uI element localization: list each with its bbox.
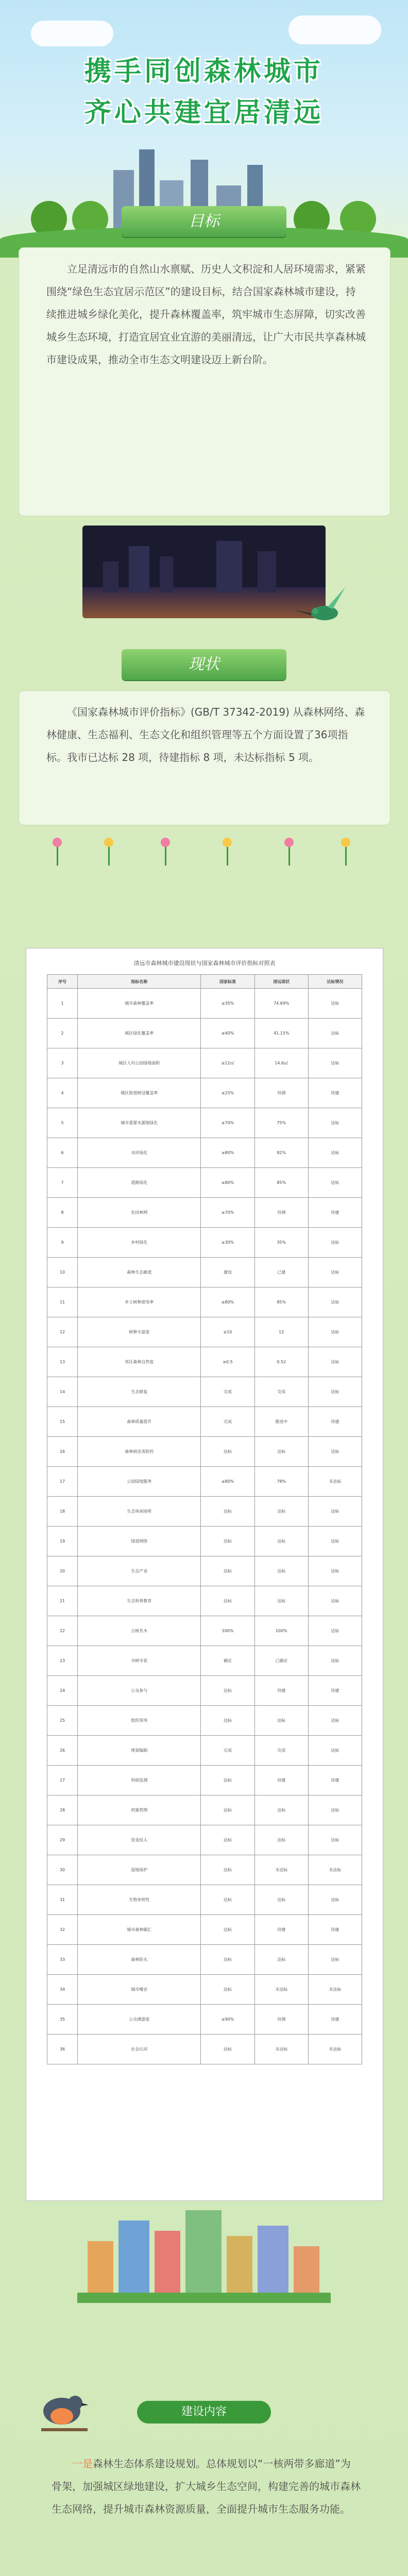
table-row (47, 1287, 362, 1317)
table-cell: 41.15% (254, 1019, 308, 1048)
table-cell: 城市重要水源地绿化 (78, 1108, 201, 1138)
table-cell: 达标 (308, 1736, 362, 1766)
table-header: 达标情况 (308, 975, 362, 989)
table-cell: 生态科普教育 (78, 1586, 201, 1616)
table-cell: 城区绿化覆盖率 (78, 1019, 201, 1048)
table-cell: 达标 (308, 1019, 362, 1048)
table-row (47, 1945, 362, 1975)
table-cell: ≥70% (201, 1108, 254, 1138)
city-skyline (0, 149, 408, 258)
table-cell: 森林防火 (78, 1945, 201, 1975)
suggest-item (52, 2452, 361, 2520)
table-cell: 13 (47, 1347, 78, 1377)
table-cell: 树种丰富度 (78, 1317, 201, 1347)
table-cell: 78% (254, 1467, 308, 1497)
table-row (47, 1885, 362, 1915)
table-cell: 未达标 (254, 1855, 308, 1885)
table-cell: 达标 (254, 1586, 308, 1616)
table-cell: 29 (47, 1825, 78, 1855)
table-cell: 组织领导 (78, 1706, 201, 1736)
table-cell: 乡土树种使用率 (78, 1287, 201, 1317)
table-cell: 24 (47, 1676, 78, 1706)
table-cell: 75% (254, 1108, 308, 1138)
table-cell: 35 (47, 2005, 78, 2035)
table-cell: ≥12㎡ (201, 1048, 254, 1078)
table-cell: 待建 (254, 1676, 308, 1706)
table-cell: 33 (47, 1945, 78, 1975)
table-cell: 达标 (201, 1676, 254, 1706)
table-cell: 道路绿化 (78, 1168, 201, 1198)
table-row (47, 1497, 362, 1527)
table-cell: 6 (47, 1138, 78, 1168)
indicator-table-document (26, 948, 383, 2201)
table-cell: 完成 (254, 1377, 308, 1407)
table-cell: 待建 (308, 1198, 362, 1228)
table-row (47, 1795, 362, 1825)
table-cell: ≥80% (201, 1168, 254, 1198)
table-cell: ≥80% (201, 1467, 254, 1497)
table-cell: 23 (47, 1646, 78, 1676)
table-row (47, 1855, 362, 1885)
table-cell: 待建 (308, 1676, 362, 1706)
hummingbird-icon (288, 582, 350, 634)
flower-decoration (46, 835, 362, 866)
table-cell: 4 (47, 1078, 78, 1108)
table-cell: 15 (47, 1407, 78, 1437)
table-cell: ≥80% (201, 1287, 254, 1317)
table-cell: 100% (201, 1616, 254, 1646)
table-cell: 达标 (201, 1556, 254, 1586)
table-cell: 达标 (308, 1138, 362, 1168)
table-cell: 待建 (308, 1766, 362, 1795)
table-cell: 公众满意度 (78, 2005, 201, 2035)
table-cell: 达标 (201, 1855, 254, 1885)
table-cell: 达标 (201, 1825, 254, 1855)
table-cell: 达标 (254, 1437, 308, 1467)
table-cell: 达标 (201, 1586, 254, 1616)
table-cell: 达标 (254, 1945, 308, 1975)
table-cell: 达标 (201, 1975, 254, 2005)
table-cell: 达标 (308, 1317, 362, 1347)
table-cell: 2 (47, 1019, 78, 1048)
table-header: 指标名称 (78, 975, 201, 989)
table-row (47, 1048, 362, 1078)
table-cell: 生物多样性 (78, 1885, 201, 1915)
table-cell: 74.69% (254, 989, 308, 1019)
table-cell: 森林生态廊道 (78, 1258, 201, 1287)
table-cell: 达标 (308, 1228, 362, 1258)
table-cell: 乡村绿化 (78, 1228, 201, 1258)
suggest-item-number: 一是 (72, 2458, 93, 2470)
table-cell: 规划编制 (78, 1736, 201, 1766)
table-cell: 35% (254, 1228, 308, 1258)
table-cell: 城市噪音 (78, 1975, 201, 2005)
table-cell: 未达标 (308, 2035, 362, 2064)
table-cell: 水岸绿化 (78, 1138, 201, 1168)
table-cell: 待测 (254, 1198, 308, 1228)
table-cell: 城区街道树冠覆盖率 (78, 1078, 201, 1108)
table-cell: 14 (47, 1377, 78, 1407)
table-cell: 绿道网络 (78, 1527, 201, 1556)
table-row (47, 1437, 362, 1467)
table-cell: 达标 (201, 1945, 254, 1975)
table-cell: 湿地保护 (78, 1855, 201, 1885)
table-cell: 9 (47, 1228, 78, 1258)
table-cell: 达标 (308, 1048, 362, 1078)
table-cell: 1 (47, 989, 78, 1019)
table-cell: 达标 (201, 2035, 254, 2064)
table-cell: 达标 (201, 1915, 254, 1945)
table-header: 国家标准 (201, 975, 254, 989)
table-cell: 农田林网 (78, 1198, 201, 1228)
table-cell: 36 (47, 2035, 78, 2064)
table-cell: 达标 (308, 1377, 362, 1407)
table-cell: 8 (47, 1198, 78, 1228)
table-cell: 18 (47, 1497, 78, 1527)
table-row (47, 1228, 362, 1258)
table-row (47, 1078, 362, 1108)
table-cell: 达标 (254, 1795, 308, 1825)
table-cell: 达标 (201, 1706, 254, 1736)
table-row (47, 1915, 362, 1945)
table-cell: 达标 (308, 1527, 362, 1556)
table-header: 清远现状 (254, 975, 308, 989)
table-cell: 达标 (308, 1586, 362, 1616)
table-cell: 7 (47, 1168, 78, 1198)
table-cell: 待建 (308, 2005, 362, 2035)
table-cell: ≥35% (201, 989, 254, 1019)
table-cell: 10 (47, 1258, 78, 1287)
table-cell: 未达标 (254, 1975, 308, 2005)
hero-title-line2: 齐心共建宜居清远 (84, 97, 324, 128)
goal-text: 立足清远市的自然山水禀赋、历史人文积淀和人居环境需求，紧紧围绕“绿色生态宜居示范区”的建设目标，结合国家森林城市建设，持续推进城乡绿化美化，提升森林覆盖率，筑牢城市生态屏障，切实改善城乡生态环境，打造宜居宜业宜游的美丽清远，让广大市民共享森林城市建设成果，推动全市生态文明建设迈上新台阶。 (46, 263, 366, 366)
table-row (47, 1108, 362, 1138)
table-cell: 生态休闲场所 (78, 1497, 201, 1527)
document-title: 清远市森林城市建设现状与国家森林城市评价指标对照表 (133, 960, 276, 967)
table-row (47, 2035, 362, 2064)
table-cell: 达标 (201, 1527, 254, 1556)
table-cell: 达标 (308, 1616, 362, 1646)
table-row (47, 1825, 362, 1855)
table-cell: 科研监测 (78, 1766, 201, 1795)
table-cell: 25 (47, 1706, 78, 1736)
table-cell: 16 (47, 1437, 78, 1467)
table-cell: 27 (47, 1766, 78, 1795)
table-cell: 市树市花 (78, 1646, 201, 1676)
table-cell: 3 (47, 1048, 78, 1078)
table-row (47, 1556, 362, 1586)
table-cell: 未达标 (308, 1467, 362, 1497)
table-cell: 达标 (308, 1646, 362, 1676)
table-cell: 20 (47, 1556, 78, 1586)
table-cell: 城市森林覆盖率 (78, 989, 201, 1019)
table-cell: 社会认同 (78, 2035, 201, 2064)
table-cell: 达标 (254, 1825, 308, 1855)
robin-bird-icon (31, 2380, 93, 2437)
table-row (47, 1317, 362, 1347)
table-cell: 郊区森林自然度 (78, 1347, 201, 1377)
table-row (47, 1766, 362, 1795)
table-cell: 待建 (308, 1407, 362, 1437)
cloud-decoration (288, 15, 381, 44)
table-row (47, 1975, 362, 2005)
table-cell: 森林病虫害防控 (78, 1437, 201, 1467)
table-cell: 11 (47, 1287, 78, 1317)
table-cell: 5 (47, 1108, 78, 1138)
table-cell: 完成 (201, 1377, 254, 1407)
table-cell: 待建 (308, 1078, 362, 1108)
table-cell: 达标 (308, 1108, 362, 1138)
table-row (47, 1168, 362, 1198)
indicator-table (47, 974, 362, 2064)
table-cell: 达标 (308, 1556, 362, 1586)
table-cell: ≥70% (201, 1198, 254, 1228)
table-cell: 未达标 (308, 1855, 362, 1885)
table-row (47, 1258, 362, 1287)
section-title-goal: 目标 (122, 206, 286, 237)
table-cell: 12 (47, 1317, 78, 1347)
table-row (47, 1019, 362, 1048)
table-cell: 公园绿地服务 (78, 1467, 201, 1497)
city-illustration (77, 2200, 331, 2303)
table-cell: 82% (254, 1138, 308, 1168)
status-text: 《国家森林城市评价指标》(GB/T 37342-2019) 从森林网络、森林健康、生态福利、生态文化和组织管理等五个方面设置了36项指标。我市已达标 28 项，待建指标 8 项，未达标指标 5 项。 (46, 706, 365, 764)
section-title-status: 现状 (122, 649, 286, 680)
hero-title-line1: 携手同创森林城市 (84, 56, 324, 87)
table-cell: 城市森林碳汇 (78, 1915, 201, 1945)
table-cell: ≥25% (201, 1078, 254, 1108)
table-cell: 待测 (254, 2005, 308, 2035)
table-cell: 达标 (308, 1287, 362, 1317)
table-cell: 城区人均公园绿地面积 (78, 1048, 201, 1078)
table-cell: 推进中 (254, 1407, 308, 1437)
table-cell: 14.6㎡ (254, 1048, 308, 1078)
table-cell: 已确定 (254, 1646, 308, 1676)
table-cell: 档案管理 (78, 1795, 201, 1825)
table-cell: 100% (254, 1616, 308, 1646)
table-cell: 12 (254, 1317, 308, 1347)
table-cell: 达标 (308, 1885, 362, 1915)
table-cell: 完成 (201, 1407, 254, 1437)
table-cell: 达标 (308, 1437, 362, 1467)
table-cell: 未达标 (254, 2035, 308, 2064)
table-row (47, 1586, 362, 1616)
table-cell: 已建 (254, 1258, 308, 1287)
table-cell: 达标 (308, 1795, 362, 1825)
table-cell: ≥80% (201, 1138, 254, 1168)
table-cell: 21 (47, 1586, 78, 1616)
table-cell: 0.52 (254, 1347, 308, 1377)
table-row (47, 1527, 362, 1556)
table-cell: 古树名木 (78, 1616, 201, 1646)
table-cell: 达标 (201, 1795, 254, 1825)
table-cell: 确定 (201, 1646, 254, 1676)
table-cell: ≥10 (201, 1317, 254, 1347)
table-cell: 30 (47, 1855, 78, 1885)
table-cell: 达标 (254, 1527, 308, 1556)
table-cell: 达标 (308, 1497, 362, 1527)
table-cell: 达标 (201, 1766, 254, 1795)
table-row (47, 1736, 362, 1766)
table-cell: 达标 (201, 1437, 254, 1467)
table-cell: 达标 (201, 1497, 254, 1527)
table-row (47, 1676, 362, 1706)
table-header: 序号 (47, 975, 78, 989)
table-cell: 待建 (308, 1915, 362, 1945)
table-cell: ≥30% (201, 1228, 254, 1258)
table-row (47, 1377, 362, 1407)
table-cell: 达标 (308, 989, 362, 1019)
cloud-decoration (31, 21, 113, 46)
table-cell: 达标 (254, 1497, 308, 1527)
table-cell: 达标 (308, 1706, 362, 1736)
table-row (47, 2005, 362, 2035)
table-cell: 32 (47, 1915, 78, 1945)
suggest-item-text: 森林生态体系建设规划。总体规划以“一核两带多廊道”为骨架，加强城区绿地建设，扩大城乡生态空间，构建完善的城市森林生态网络，提升城市森林资源质量，全面提升城市生态服务功能。 (52, 2458, 361, 2515)
table-row (47, 989, 362, 1019)
table-cell: 完成 (201, 1736, 254, 1766)
table-cell: 建设 (201, 1258, 254, 1287)
table-cell: 未达标 (308, 1975, 362, 2005)
table-cell: 22 (47, 1616, 78, 1646)
table-cell: 生态产业 (78, 1556, 201, 1586)
table-cell: 待建 (254, 1766, 308, 1795)
table-row (47, 1467, 362, 1497)
table-cell: 森林质量提升 (78, 1407, 201, 1437)
table-cell: 达标 (201, 1885, 254, 1915)
table-cell: 达标 (254, 1706, 308, 1736)
table-cell: 28 (47, 1795, 78, 1825)
table-cell: ≥0.5 (201, 1347, 254, 1377)
table-row (47, 1646, 362, 1676)
table-row (47, 1138, 362, 1168)
table-row (47, 1198, 362, 1228)
section-title-suggest: 建设内容 (137, 2401, 271, 2424)
table-cell: 达标 (308, 1945, 362, 1975)
table-cell: 公众参与 (78, 1676, 201, 1706)
table-cell: 85% (254, 1287, 308, 1317)
table-cell: 资金投入 (78, 1825, 201, 1855)
table-cell: 31 (47, 1885, 78, 1915)
table-cell: 17 (47, 1467, 78, 1497)
table-row (47, 1347, 362, 1377)
table-cell: 26 (47, 1736, 78, 1766)
table-cell: ≥90% (201, 2005, 254, 2035)
table-cell: 待建 (254, 1915, 308, 1945)
table-row (47, 1706, 362, 1736)
table-cell: 19 (47, 1527, 78, 1556)
table-cell: 34 (47, 1975, 78, 2005)
table-cell: 达标 (308, 1347, 362, 1377)
table-cell: 完成 (254, 1736, 308, 1766)
table-cell: ≥40% (201, 1019, 254, 1048)
table-cell: 达标 (308, 1825, 362, 1855)
table-cell: 达标 (308, 1168, 362, 1198)
table-cell: 达标 (308, 1258, 362, 1287)
table-row (47, 1616, 362, 1646)
table-row (47, 1407, 362, 1437)
table-cell: 85% (254, 1168, 308, 1198)
table-cell: 生态修复 (78, 1377, 201, 1407)
table-cell: 待测 (254, 1078, 308, 1108)
table-cell: 达标 (254, 1885, 308, 1915)
table-cell: 达标 (254, 1556, 308, 1586)
